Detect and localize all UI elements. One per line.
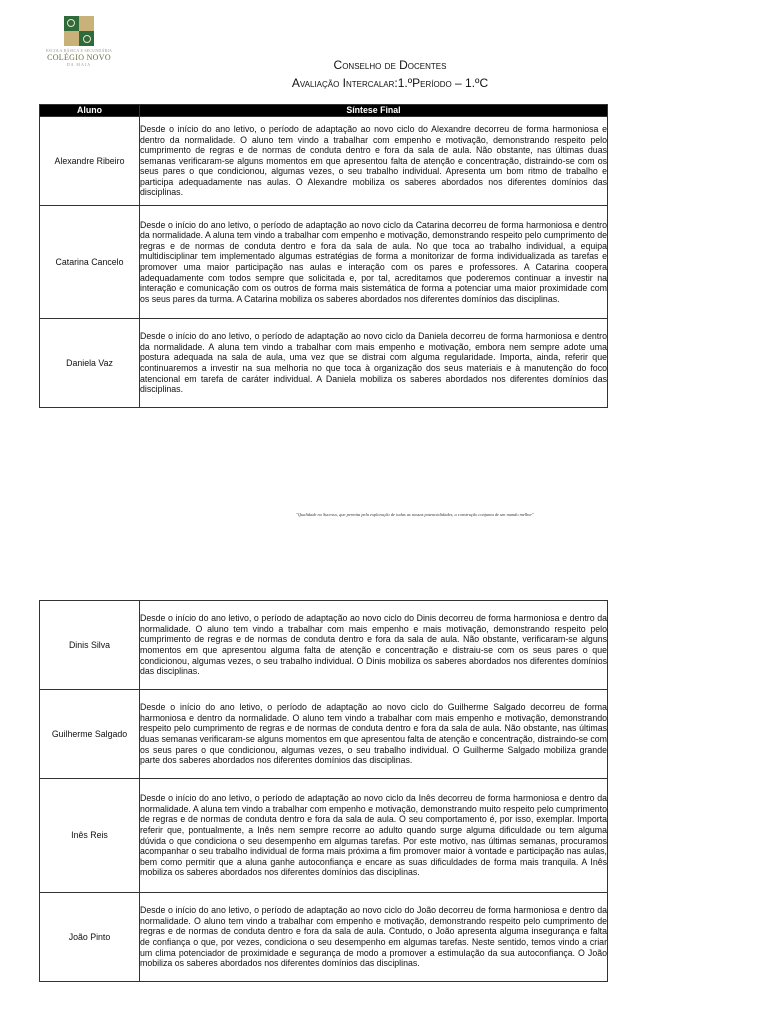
column-header-summary: Síntese Final <box>140 105 608 117</box>
student-summary: Desde o início do ano letivo, o período de adaptação ao novo ciclo da Daniela decorreu de forma harmoniosa e dentro da normalidade. A aluna tem vindo a trabalhar com mais empenho e motivação, embora nem sempre adote uma postura adequada na sala de aula, uma vez que se distrai com alguma regularidade. Importa, ainda, referir que continuaremos a investir na sua melhoria no que toca à organização dos seus materiais e à manutenção do foco atencional em tarefa de caráter individual. A Daniela mobiliza os saberes abordados nos diferentes domínios das disciplinas. <box>140 319 608 408</box>
logo-small-text: ESCOLA BÁSICA E SECUNDÁRIA <box>45 48 113 53</box>
student-summary: Desde o início do ano letivo, o período de adaptação ao novo ciclo da Inês decorreu de forma harmoniosa e dentro da normalidade. A aluna tem vindo a trabalhar com empenho e motivação, demonstrando muito respeito pelo cumprimento de regras e de normas de conduta dentro e fora da sala de aula. O seu comportamento é, por isso, exemplar. Importa referir que, pontualmente, a Inês nem sempre recorre ao adulto quando surge alguma dificuldade ou tem alguma dúvida o que condiciona o seu desempenho em algumas tarefas. Por este motivo, nas últimas semanas, procuramos acompanhar o seu trabalho individual de forma mais próxima a fim promover maior à vontade e participação nas aulas, bem como permitir que a aluna ganhe autoconfiança e encare as suas dificuldades de forma mais tranquila. A Inês mobiliza os saberes abordados nos diferentes domínios das disciplinas. <box>140 779 608 893</box>
table-row <box>40 601 608 690</box>
evaluation-table-page1 <box>39 104 608 408</box>
logo-tagline: DA MAIA <box>66 62 92 67</box>
document-title: Conselho de Docentes <box>333 58 447 72</box>
table-row <box>40 690 608 779</box>
student-summary: Desde o início do ano letivo, o período de adaptação ao novo ciclo do João decorreu de forma harmoniosa e dentro da normalidade. O aluno tem vindo a trabalhar com empenho e motivação, demonstrando respeito pelo cumprimento de regras e de normas de conduta dentro e fora da sala de aula. Contudo, o João apresenta alguma insegurança e falta de confiança o que, por vezes, condiciona o seu desempenho em algumas tarefas. Neste sentido, temos vindo a criar um clima potenciador de proximidade e segurança de modo a promover a estimulação da sua autoconfiança. O João mobiliza os saberes abordados nos diferentes domínios das disciplinas. <box>140 893 608 982</box>
student-name: Inês Reis <box>40 779 140 893</box>
column-header-student: Aluno <box>40 105 140 117</box>
student-name: Catarina Cancelo <box>40 206 140 319</box>
school-motto: "Qualidade no Sucesso, que permita pela exploração de todas as nossas potencialidades, a construção conjunta de um mundo melhor" <box>296 512 534 517</box>
table-row <box>40 893 608 982</box>
student-name: Dinis Silva <box>40 601 140 690</box>
student-name: João Pinto <box>40 893 140 982</box>
student-name: Daniela Vaz <box>40 319 140 408</box>
student-name: Alexandre Ribeiro <box>40 117 140 206</box>
table-row <box>40 206 608 319</box>
student-name: Guilherme Salgado <box>40 690 140 779</box>
table-row <box>40 779 608 893</box>
school-logo <box>44 16 114 74</box>
student-summary: Desde o início do ano letivo, o período de adaptação ao novo ciclo do Guilherme Salgado decorreu de forma harmoniosa e dentro da normalidade. O aluno tem vindo a trabalhar com mais empenho e motivação, demonstrando respeito pelo cumprimento de regras e de normas de conduta dentro e fora da sala de aula. Não obstante, nas últimas duas semanas verificaram-se alguns momentos em que apresentou falta de atenção e concentração, distraindo-se com os seus pares o que condicionou, algumas vezes, o seu trabalho individual. O Guilherme Salgado mobiliza grande parte dos saberes abordados nos diferentes domínios das disciplinas. <box>140 690 608 779</box>
table-row <box>40 319 608 408</box>
table-row <box>40 117 608 206</box>
student-summary: Desde o início do ano letivo, o período de adaptação ao novo ciclo do Dinis decorreu de forma harmoniosa e dentro da normalidade. O aluno tem vindo a trabalhar com mais empenho e mais motivação, demonstrando respeito pelo cumprimento de regras e de normas de conduta dentro e fora da sala de aula. Não obstante, verificaram-se alguns momentos em que apresentou alguma falta de atenção e concentração e distraiu-se com os seus pares o que condicionou, algumas vezes, o seu trabalho individual. O Dinis mobiliza os saberes abordados nos diferentes domínios das disciplinas. <box>140 601 608 690</box>
student-summary: Desde o início do ano letivo, o período de adaptação ao novo ciclo da Catarina decorreu de forma harmoniosa e dentro da normalidade. A aluna tem vindo a trabalhar com empenho e motivação, demonstrando respeito pelo cumprimento de regras e de normas de conduta dentro e fora da sala de aula. No que toca ao trabalho individual, a equipa multidisciplinar tem implementado algumas estratégias de forma a monitorizar de forma individualizada as tarefas e promover uma maior participação nas aulas e interação com os pares e professores. A Catarina coopera adequadamente com todos sempre que solicitada e, por tal, acreditamos que poderemos continuar a investir na interação e comunicação com os outros de forma mais sistemática de forma a potenciar uma maior proximidade com os seus pares da turma. A Catarina mobiliza os saberes abordados nos diferentes domínios das disciplinas. <box>140 206 608 319</box>
logo-school-name: COLÉGIO NOVO <box>47 53 111 62</box>
document-subtitle: Avaliação Intercalar:1.ºPeríodo – 1.ºC <box>291 76 489 90</box>
evaluation-table-page2 <box>39 600 608 982</box>
student-summary: Desde o início do ano letivo, o período de adaptação ao novo ciclo do Alexandre decorreu de forma harmoniosa e dentro da normalidade. O aluno tem vindo a trabalhar com empenho e motivação, demonstrando respeito pelo cumprimento de regras e de normas de conduta dentro e fora da sala de aula. Não obstante, nas últimas duas semanas verificaram-se alguns momentos em que apresentou falta de atenção e concentração, distraindo-se com os seus pares o que condicionou, algumas vezes, o seu trabalho individual. Apresenta um bom ritmo de trabalho e participa adequadamente nas aulas. O Alexandre mobiliza os saberes abordados nos diferentes domínios das disciplinas. <box>140 117 608 206</box>
school-crest-icon <box>64 16 94 46</box>
